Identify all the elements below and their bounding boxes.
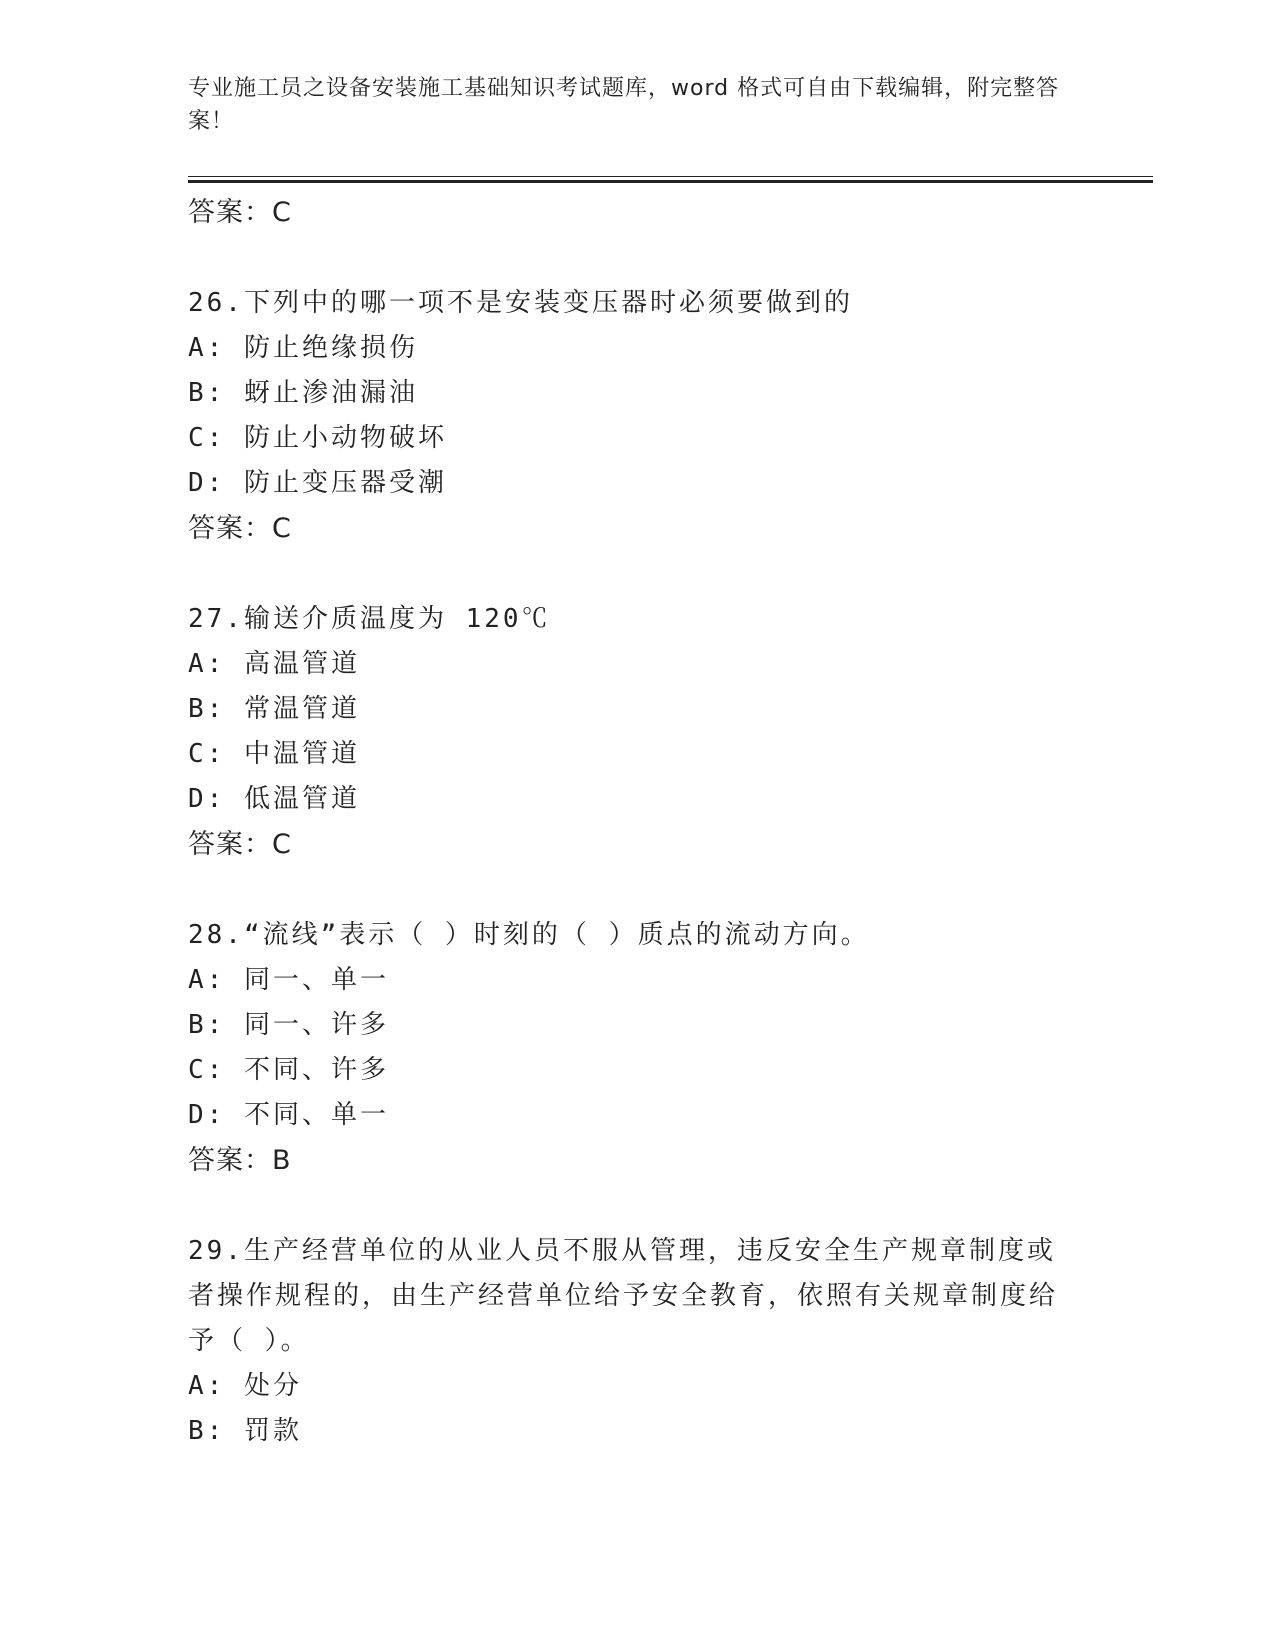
- option-c: C: 防止小动物破坏: [188, 423, 447, 453]
- question-text: 29.生产经营单位的从业人员不服从管理，违反安全生产规章制度或者操作规程的，由生产经营单位给予安全教育，依照有关规章制度给予（ ）。: [188, 1236, 1059, 1356]
- answer-line: 答案：C: [188, 513, 292, 544]
- page-header: 专业施工员之设备安装施工基础知识考试题库，word 格式可自由下载编辑，附完整答案！: [188, 76, 1060, 134]
- option-d: D: 不同、单一: [188, 1100, 389, 1130]
- option-b: B: 蚜止渗油漏油: [188, 378, 418, 408]
- option-a: A: 防止绝缘损伤: [188, 333, 418, 363]
- header-divider-thick: [188, 180, 1153, 183]
- question-text: 27.输送介质温度为 120℃: [188, 604, 551, 634]
- question-text: 26.下列中的哪一项不是安装变压器时必须要做到的: [188, 288, 853, 318]
- option-a: A: 高温管道: [188, 649, 360, 679]
- header-divider-thin: [188, 176, 1153, 177]
- option-a: A: 同一、单一: [188, 965, 389, 995]
- option-c: C: 中温管道: [188, 739, 360, 769]
- question-block: [188, 281, 1088, 551]
- question-list: [188, 190, 1088, 1454]
- option-d: D: 低温管道: [188, 784, 360, 814]
- option-d: D: 防止变压器受潮: [188, 468, 447, 498]
- option-b: B: 常温管道: [188, 694, 360, 724]
- answer-line: 答案：C: [188, 829, 292, 860]
- option-a: A: 处分: [188, 1371, 302, 1401]
- option-b: B: 同一、许多: [188, 1010, 389, 1040]
- answer-line: 答案：B: [188, 1145, 292, 1176]
- question-block: [188, 913, 1088, 1183]
- answer-line: 答案：C: [188, 197, 292, 228]
- question-block: [188, 597, 1088, 867]
- question-block: [188, 1229, 1088, 1454]
- option-b: B: 罚款: [188, 1416, 302, 1446]
- option-c: C: 不同、许多: [188, 1055, 389, 1085]
- question-text: 28.“流线”表示（ ）时刻的（ ）质点的流动方向。: [188, 920, 870, 950]
